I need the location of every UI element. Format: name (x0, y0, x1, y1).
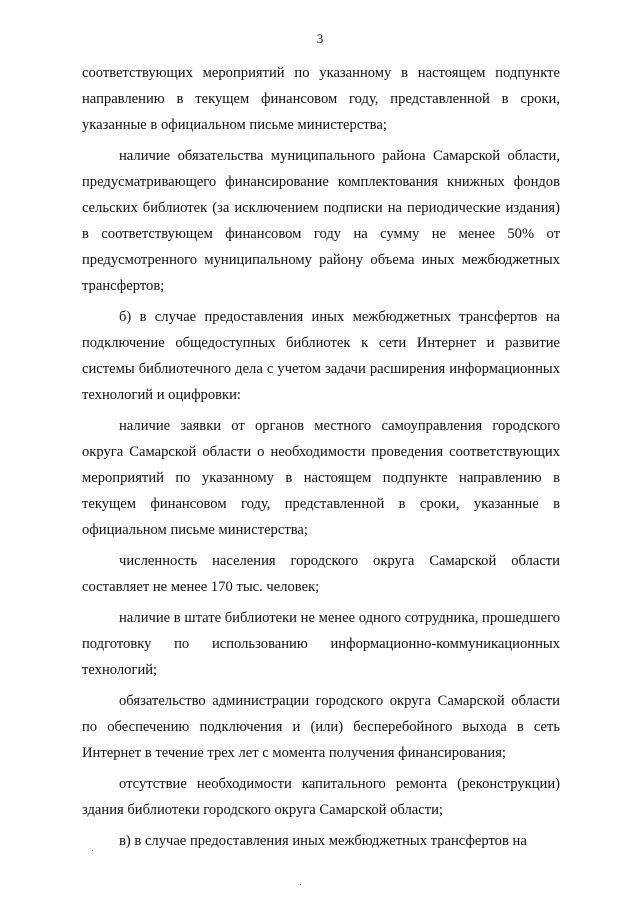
paragraph-application: наличие заявки от органов местного самоуправления городского округа Самарской области о необходимости проведения соответствующих мероприятий по указанному в настоящем подпункте направлению в текущем финансовом году, представленной в сроки, указанные в официальном письме министерства; (82, 418, 560, 538)
paragraph-population: численность населения городского округа Самарской области составляет не менее 170 тыс. человек; (82, 553, 560, 595)
scan-speck (300, 884, 301, 885)
paragraph-continuation: соответствующих мероприятий по указанному в настоящем подпункте направлению в текущем финансовом году, представленной в сроки, указанные в официальном письме министерства; (82, 65, 560, 133)
paragraph-item-v: в) в случае предоставления иных межбюджетных трансфертов на (119, 833, 527, 849)
paragraph-administration-obligation: обязательство администрации городского округа Самарской области по обеспечению подключения и (или) бесперебойного выхода в сеть Интернет в течение трех лет с момента получения финансирования; (82, 693, 560, 761)
paragraph-obligation-district: наличие обязательства муниципального района Самарской области, предусматривающего финансирование комплектования книжных фондов сельских библиотек (за исключением подписки на периодические издания) в соответствующем финансовом году на сумму не менее 50% от предусмотренного муниципальному району объема иных межбюджетных трансфертов; (82, 148, 560, 294)
paragraph-no-repair: отсутствие необходимости капитального ремонта (реконструкции) здания библиотеки городского округа Самарской области; (82, 776, 560, 818)
document-body (82, 60, 560, 854)
paragraph-staff: наличие в штате библиотеки не менее одного сотрудника, прошедшего подготовку по использованию информационно-коммуникационных технологий; (82, 610, 560, 678)
scan-speck (92, 850, 93, 851)
page-number: 3 (316, 31, 324, 46)
paragraph-item-b: б) в случае предоставления иных межбюджетных трансфертов на подключение общедоступных библиотек к сети Интернет и развитие системы библиотечного дела с учетом задачи расширения информационных технологий и оцифровки: (82, 309, 560, 403)
